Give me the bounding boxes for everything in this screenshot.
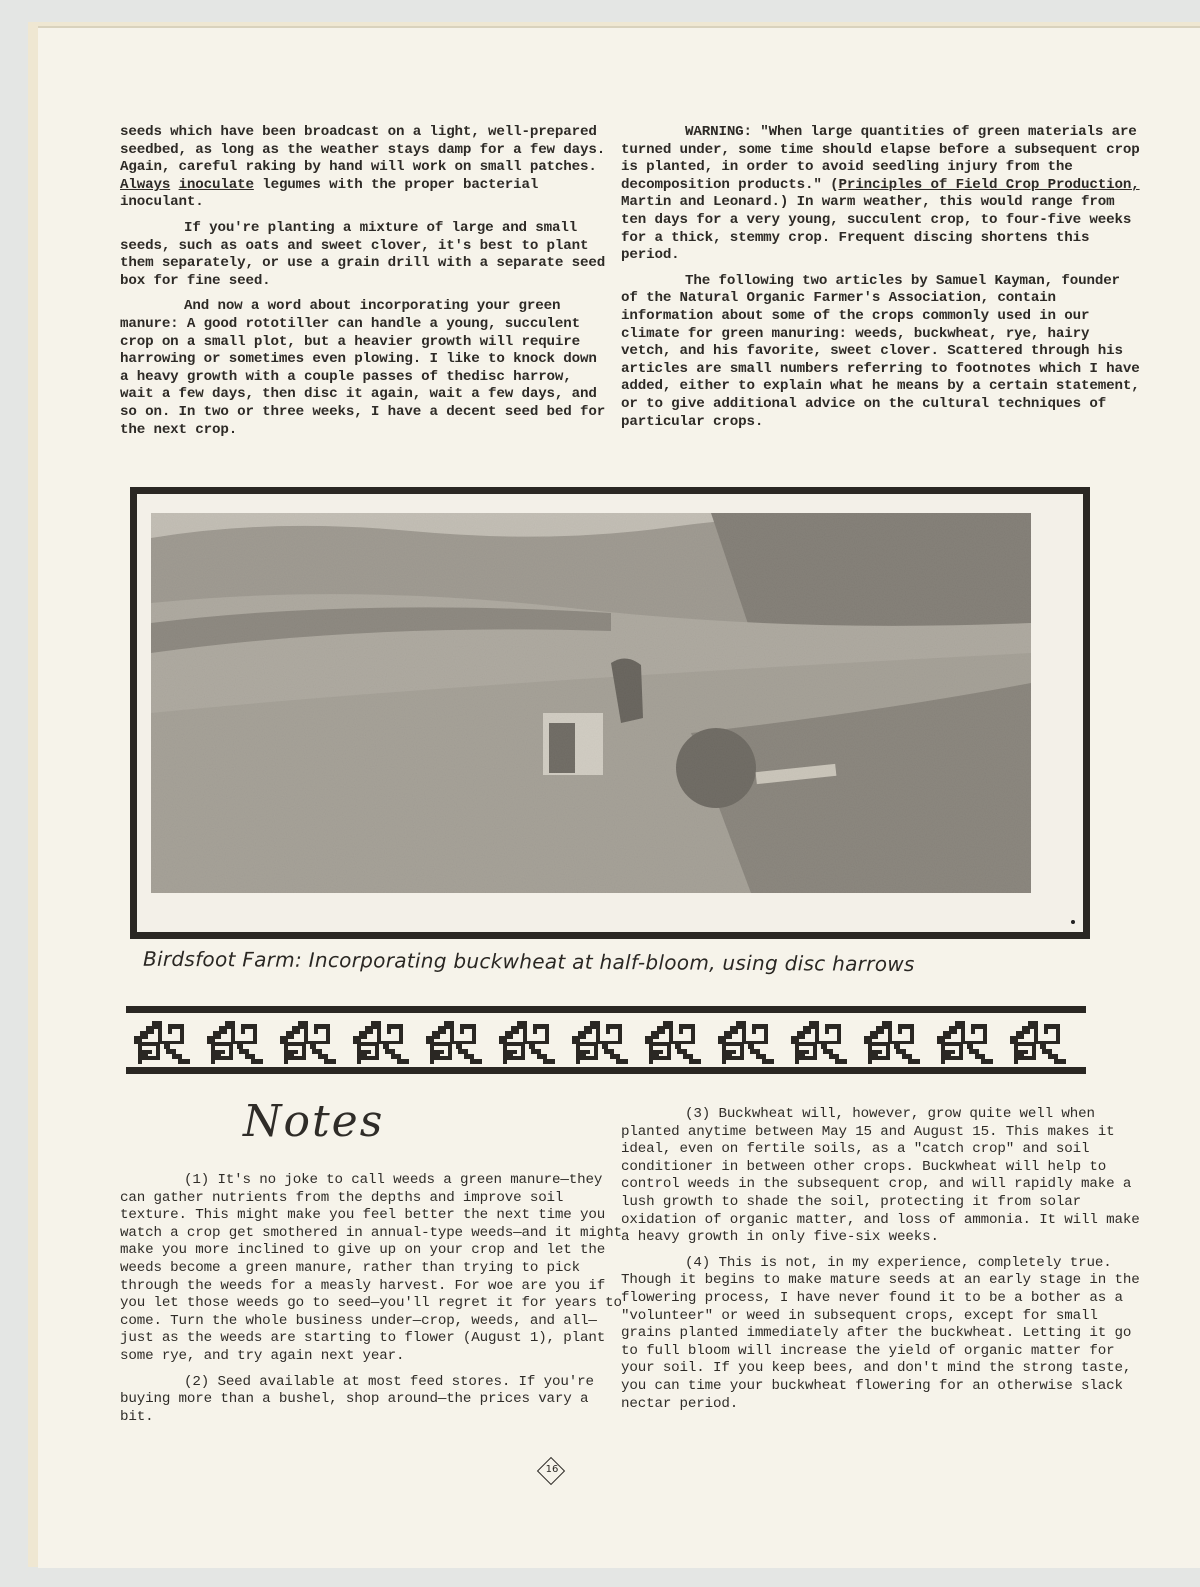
frieze-upper-key [572,1021,622,1044]
photo-illustration [151,513,1031,893]
frieze-lower-key [138,1042,190,1064]
frame-dot [1071,920,1075,924]
warning-label: WARNING: [685,124,752,140]
frieze-top-border [126,1006,1086,1013]
note-2: (2) Seed available at most feed stores. If you're buying more than a bushel, shop around—the prices vary a bit. [120,1373,594,1425]
paragraph-kayman: The following two articles by Samuel Kayman, founder of the Natural Organic Farmer's Association, contain information about some of the crops commonly used in our climate for green manuring: weeds, buckwheat, rye, hairy vetch, and his favorite, sweet clover. Scattered through his articles are small numbers referring to footnotes which I have added, either to explain what he means by a certain statement, or to give additional advice on the cultural techniques of particular crops. [621,272,1140,430]
underlined-always: Always [120,176,171,193]
frieze-upper-key [718,1021,768,1044]
page [38,26,1200,1568]
photo-grain [151,513,1031,893]
frieze-upper-key [207,1021,257,1044]
paragraph-warning [621,124,1141,265]
frieze-upper-key [864,1021,914,1044]
photo-tractor-field [151,513,1031,893]
note-1: (1) It's no joke to call weeds a green manure—they can gather nutrients from the depths and improve soil texture. This might make you feel better the next time you watch a crop get smothered in annual-type weeds—and it might make you more inclined to give up on your crop and let the weeds become a green manure, rather than trying to pick through the weeds for a measly harvest. For woe are you if you let those weeds go to seed—you'll regret it for years to come. Turn the whole business under—crop, weeds, and all—just as the weeds are starting to flower (August 1), plant some rye, and try again next year. [120,1172,622,1364]
greek-key-frieze [126,1006,1086,1074]
paragraph-mixture: If you're planting a mixture of large and small seeds, such as oats and sweet clover, it's best to plant them separately, or use a grain drill with a separate seed box for fine seed. [120,219,606,289]
frieze-lower-key [868,1042,920,1064]
right-column-top [621,124,1141,439]
frieze-lower-key [211,1042,263,1064]
frieze-upper-key [499,1021,549,1044]
frieze-lower-key [1014,1042,1066,1064]
left-column-top [120,124,610,447]
frieze-lower-key [430,1042,482,1064]
paragraph-seeds [120,124,610,212]
page-number: 16 [545,1464,559,1475]
frieze-upper-key [937,1021,987,1044]
frieze-lower-key [795,1042,847,1064]
paragraph-seeds-end: legumes with the proper bacterial inoculant. [120,176,539,211]
frieze-lower-key [503,1042,555,1064]
paragraph-incorporating: And now a word about incorporating your green manure: A good rototiller can handle a young, succulent crop on a small plot, but a heavier growth will require harrowing or sometimes even plowing. I like to knock down a heavy growth with a couple passes of thedisc harrow, wait a few days, then disc it again, wait a few days, and so on. In two or three weeks, I have a decent seed bed for the next crop. [120,298,606,438]
paragraph-seeds-text: seeds which have been broadcast on a light, well-prepared seedbed, as long as the weather stays damp for a few days. Again, careful raking by hand will work on small patches. [120,124,606,176]
citation-title: Principles of Field Crop Production, [838,176,1140,193]
frieze-upper-key [1010,1021,1060,1044]
note-4: (4) This is not, in my experience, completely true. Though it begins to make mature seeds at an early stage in the flowering process, I have never found it to be a bother as a "volunteer" or weed in subsequent crops, except for small grains planted immediately after the buckwheat. Letting it go to full bloom will increase the yield of organic matter for your soil. If you keep bees, and don't mind the strong taste, you can time your buckwheat flowering for an otherwise slack nectar period. [621,1254,1140,1412]
frieze-lower-key [722,1042,774,1064]
frieze-upper-key [645,1021,695,1044]
photo-caption: Birdsfoot Farm: Incorporating buckwheat at half-bloom, using disc harrows [142,946,915,977]
citation-rest: Martin and Leonard.) In warm weather, this would range from ten days for a very young, succulent crop, to four-five weeks for a thick, stemmy crop. Frequent discing shortens this period. [621,194,1132,264]
frieze-upper-key [353,1021,403,1044]
frieze-lower-key [284,1042,336,1064]
frieze-upper-key [280,1021,330,1044]
frieze-lower-key [576,1042,628,1064]
frieze-motifs [134,1021,1066,1064]
frieze-bottom-border [126,1067,1086,1074]
right-column-notes [621,1106,1141,1421]
page-number-badge [538,1458,566,1486]
frieze-lower-key [941,1042,993,1064]
photo-frame [130,487,1090,939]
warning-quote: "When large quantities of green materials are turned under, some time should elapse before a subsequent crop is planted, in order to avoid seedling injury from the decomposition products." [621,124,1140,193]
left-column-notes [120,1172,630,1434]
frieze-lower-key [649,1042,701,1064]
frieze-upper-key [134,1021,184,1044]
citation-open: ( [830,176,839,193]
frieze-upper-key [426,1021,476,1044]
underlined-inoculate: inoculate [178,176,254,193]
frieze-lower-key [357,1042,409,1064]
note-3: (3) Buckwheat will, however, grow quite well when planted anytime between May 15 and August 15. This makes it ideal, even on fertile soils, as a "catch crop" and soil conditioner in between other crops. Buckwheat will help to control weeds in the subsequent crop, and will rapidly make a lush growth to shade the soil, protecting it from solar oxidation of organic matter, and loss of ammonia. It will make a heavy growth in only five-six weeks. [621,1106,1140,1246]
frieze-upper-key [791,1021,841,1044]
notes-title: Notes [243,1096,385,1147]
